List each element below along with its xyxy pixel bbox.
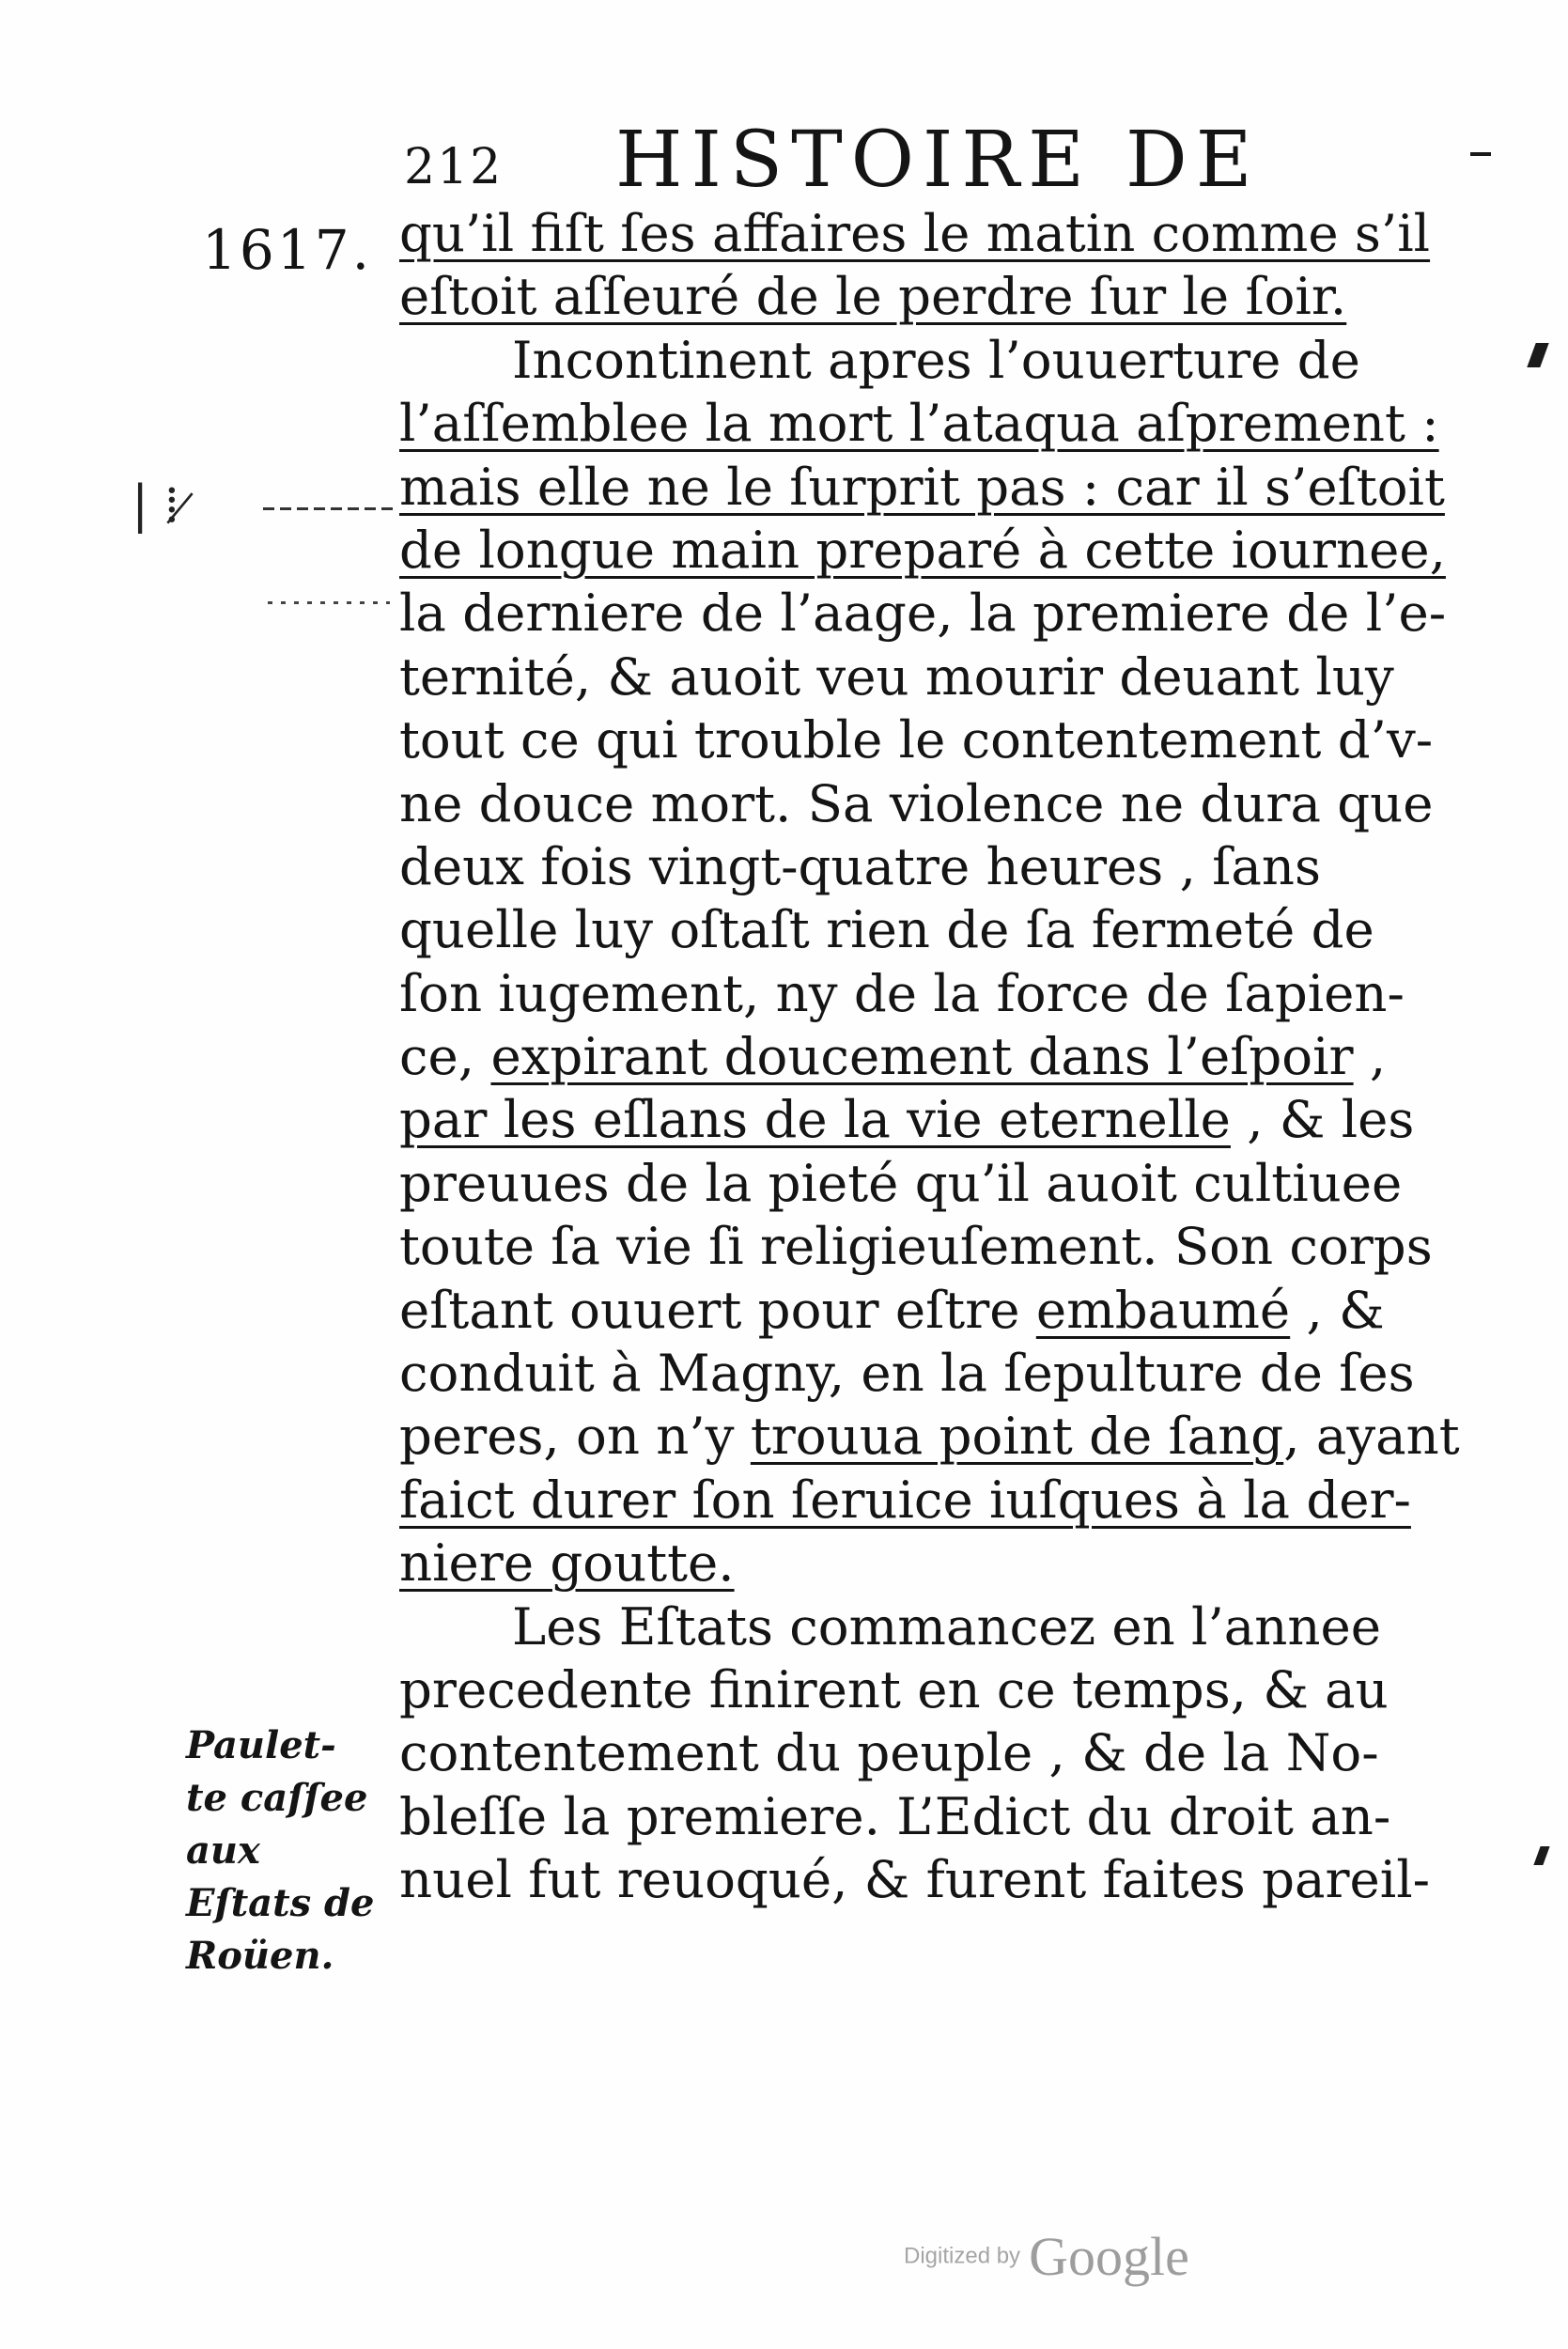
line-segment: peres, on n’y xyxy=(399,1406,751,1467)
text-line: precedente finirent en ce temps, & au xyxy=(399,1658,1389,1719)
text-line: la derniere de l’aage, la premiere de l’e- xyxy=(399,583,1447,644)
text-line: ternité, & auoit veu mourir deuant luy xyxy=(399,646,1394,707)
marginal-note xyxy=(186,1719,383,1983)
digitization-watermark xyxy=(904,2225,1189,2288)
marginal-note-line: te caſſee xyxy=(186,1776,368,1820)
text-line: ne douce mort. Sa violence ne dura que xyxy=(399,772,1434,833)
corner-dash-mark xyxy=(1470,152,1491,156)
text-line: qu’il fiſt ſes affaires le matin comme s’il xyxy=(399,203,1431,263)
page-header xyxy=(376,111,1315,205)
margin-year: 1617. xyxy=(202,218,373,282)
text-line: preuues de la pieté qu’il auoit cultiuee xyxy=(399,1152,1403,1213)
line-segment: , ayant xyxy=(1283,1406,1460,1467)
line-segment: eſtant ouuert pour eſtre xyxy=(399,1279,1036,1340)
marginal-scribble: | ⁞ ̷ xyxy=(132,474,195,534)
underlined-phrase: expirant doucement dans l’eſpoir xyxy=(490,1026,1354,1087)
marginal-note-line: Roüen. xyxy=(186,1934,334,1978)
text-line: toute ſa vie ſi religieuſement. Son corps xyxy=(399,1216,1433,1277)
right-margin-scan-mark xyxy=(1533,1846,1549,1865)
text-line: deux fois vingt-quatre heures , ſans xyxy=(399,835,1321,896)
body-text xyxy=(399,202,1460,1912)
dotted-pointer-line xyxy=(268,601,390,604)
text-line: Incontinent apres l’ouuerture de xyxy=(512,329,1360,390)
text-line: Les Eſtats commancez en l’annee xyxy=(512,1595,1382,1657)
line-segment: , xyxy=(1353,1026,1387,1087)
underlined-phrase: trouua point de ſang xyxy=(750,1406,1284,1467)
text-line: conduit à Magny, en la ſepulture de ſes xyxy=(399,1343,1415,1404)
text-line: ſon iugement, ny de la force de ſapien- xyxy=(399,962,1405,1023)
text-line: de longue main preparé à cette iournee, xyxy=(399,519,1446,580)
text-line: faict durer ſon ſeruice iuſques à la der- xyxy=(399,1469,1411,1530)
marginal-note-line: Eſtats de xyxy=(186,1881,375,1925)
text-line xyxy=(399,1025,1452,1088)
text-line: tout ce qui trouble le contentement d’v- xyxy=(399,709,1434,770)
text-line: mais elle ne le ſurprit pas : car il s’eſtoit xyxy=(399,456,1445,517)
digitized-by-label: Digitized by xyxy=(904,2243,1021,2269)
text-line xyxy=(399,1088,1452,1151)
right-margin-scan-mark xyxy=(1527,343,1548,367)
google-wordmark: Google xyxy=(1029,2226,1189,2287)
text-line: l’aſſemblee la mort l’ataqua aſprement : xyxy=(399,393,1439,454)
line-segment: ce, xyxy=(399,1026,491,1087)
text-line: niere goutte. xyxy=(399,1532,735,1594)
text-line xyxy=(399,1405,1460,1468)
text-line: bleſſe la premiere. L’Edict du droit an- xyxy=(399,1785,1391,1846)
text-line: nuel fut reuoqué, & furent faites pareil- xyxy=(399,1849,1431,1910)
text-line xyxy=(399,1279,1452,1342)
page-number: 212 xyxy=(404,139,504,195)
text-line: quelle luy oſtaſt rien de ſa fermeté de xyxy=(399,899,1374,960)
running-title: HISTOIRE DE xyxy=(615,116,1261,205)
underlined-phrase: embaumé xyxy=(1035,1279,1291,1340)
dashed-pointer-line xyxy=(263,507,395,510)
marginal-note-line: Paulet- xyxy=(186,1723,336,1767)
line-segment: , & les xyxy=(1230,1089,1415,1150)
marginal-note-line: aux xyxy=(186,1828,260,1873)
underlined-phrase: par les eſlans de la vie eternelle xyxy=(399,1089,1231,1150)
text-line: contentement du peuple , & de la No- xyxy=(399,1722,1379,1783)
line-segment: , & xyxy=(1290,1279,1385,1340)
text-line: eſtoit aſſeuré de le perdre ſur le ſoir. xyxy=(399,266,1347,327)
